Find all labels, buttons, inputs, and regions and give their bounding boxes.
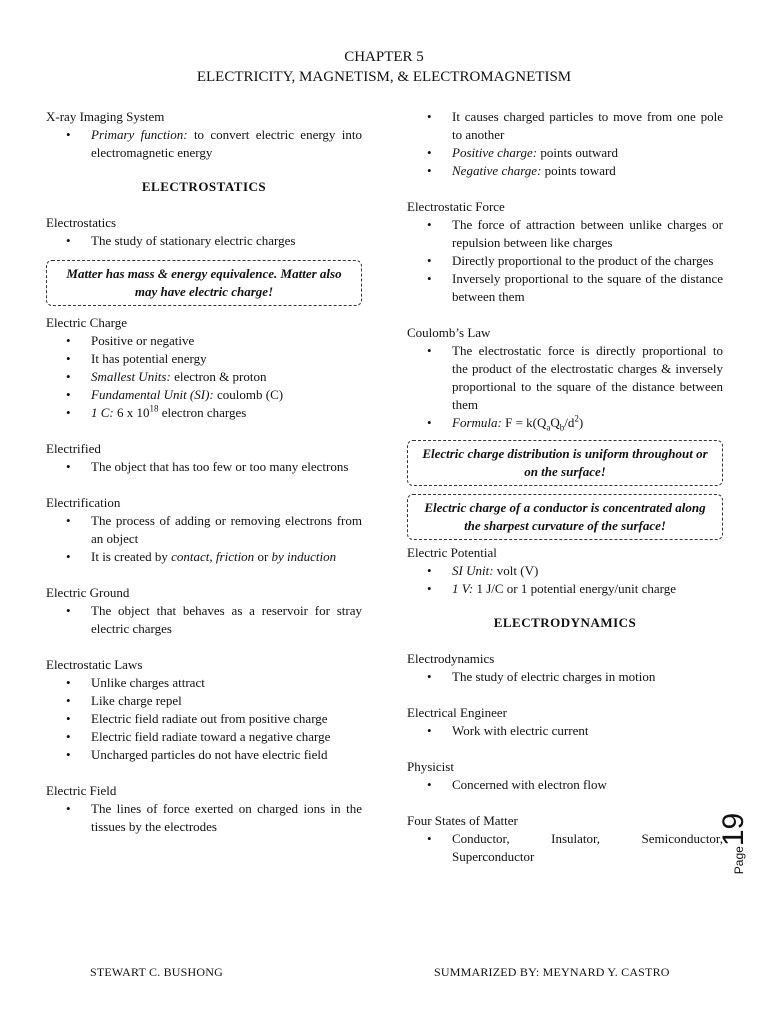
states-list: [407, 830, 723, 866]
electrified-heading: Electrified: [46, 441, 101, 456]
list-item: [407, 162, 723, 180]
list-item: • The lines of force exerted on charged ions in the tissues by the electrodes: [46, 800, 362, 836]
item-text: /d: [564, 415, 575, 430]
list-item: [46, 368, 362, 386]
item-label: Positive charge:: [452, 145, 538, 160]
list-item: • The object that has too few or too many electrons: [46, 458, 362, 476]
coulomb-list: [407, 342, 723, 432]
item-text: ,: [209, 549, 216, 564]
list-item: [407, 580, 723, 598]
laws-heading: Electrostatic Laws: [46, 657, 143, 672]
item-text: or: [254, 549, 272, 564]
chapter-title: ELECTRICITY, MAGNETISM, & ELECTROMAGNETISM: [196, 69, 572, 85]
list-item: [46, 548, 362, 566]
electrified-list: [46, 458, 362, 476]
item-label: Fundamental Unit (SI):: [91, 387, 214, 402]
item-text: coulomb (C): [213, 387, 284, 402]
list-item: • Conductor, Insulator, Semiconductor, Superconductor: [407, 830, 723, 866]
list-item: • Inversely proportional to the square of the distance between them: [407, 270, 723, 306]
list-item: • Like charge repel: [46, 692, 362, 710]
item-label: 1 C:: [91, 405, 114, 420]
page-number-rotated: [717, 812, 751, 875]
item-text: 6 x 10: [113, 405, 150, 420]
list-item: [46, 126, 362, 162]
list-item: • Positive or negative: [46, 332, 362, 350]
page-digits: 19: [717, 812, 751, 847]
item-text: It is created by: [91, 549, 172, 564]
item-label: SI Unit:: [452, 563, 494, 578]
states-heading: Four States of Matter: [407, 813, 518, 828]
ground-list: [46, 602, 362, 638]
list-item: • Directly proportional to the product of the charges: [407, 252, 723, 270]
electrodynamics-list: [407, 668, 723, 686]
physicist-heading: Physicist: [407, 759, 454, 774]
item-label: 1 V:: [452, 581, 474, 596]
electrostatics-list: [46, 232, 362, 250]
uniform-callout-box: Electric charge distribution is uniform throughout or on the surface!: [407, 440, 723, 486]
list-item: [407, 414, 723, 432]
right-column: [407, 108, 723, 884]
list-item: • The study of stationary electric charges: [46, 232, 362, 250]
field-list: [46, 800, 362, 836]
laws-list: [46, 674, 362, 764]
list-item: • It has potential energy: [46, 350, 362, 368]
item-text: volt (V): [493, 563, 539, 578]
item-text: Q: [550, 415, 560, 430]
field-continued-list: [407, 108, 723, 180]
list-item: • Work with electric current: [407, 722, 723, 740]
item-label: Negative charge:: [452, 163, 542, 178]
list-item: • Unlike charges attract: [46, 674, 362, 692]
exponent: 2: [574, 413, 579, 424]
page-word: Page: [732, 846, 747, 875]
item-em: by induction: [271, 549, 337, 564]
charge-heading: Electric Charge: [46, 315, 127, 330]
item-text: F = k(Q: [501, 415, 547, 430]
force-list: [407, 216, 723, 306]
item-label: Smallest Units:: [91, 369, 171, 384]
list-item: [46, 404, 362, 422]
subscript: a: [546, 422, 551, 433]
item-text: ): [578, 415, 584, 430]
footer-author: STEWART C. BUSHONG: [90, 965, 224, 979]
coulomb-heading: Coulomb’s Law: [407, 325, 491, 340]
conductor-callout-box: Electric charge of a conductor is concentrated along the sharpest curvature of the surface!: [407, 494, 723, 540]
item-em: contact: [171, 549, 210, 564]
xray-list: [46, 126, 362, 162]
section-title-electrodynamics: ELECTRODYNAMICS: [493, 615, 637, 630]
list-item: • Concerned with electron flow: [407, 776, 723, 794]
list-item: [407, 144, 723, 162]
ground-heading: Electric Ground: [46, 585, 130, 600]
electrification-list: [46, 512, 362, 566]
list-item: • The process of adding or removing electrons from an object: [46, 512, 362, 548]
xray-heading: X-ray Imaging System: [46, 109, 165, 124]
item-text: points outward: [537, 145, 618, 160]
page-number: [716, 812, 768, 892]
electrodynamics-heading: Electrodynamics: [407, 651, 495, 666]
matter-callout-box: Matter has mass & energy equivalence. Matter also may have electric charge!: [46, 260, 362, 306]
footer-summarized-by: SUMMARIZED BY: MEYNARD Y. CASTRO: [434, 965, 670, 979]
exponent: 18: [149, 403, 159, 414]
list-item: [407, 562, 723, 580]
electrification-heading: Electrification: [46, 495, 121, 510]
list-item: • It causes charged particles to move from one pole to another: [407, 108, 723, 144]
list-item: • The force of attraction between unlike charges or repulsion between like charges: [407, 216, 723, 252]
charge-list: [46, 332, 362, 422]
item-label: Formula:: [452, 415, 502, 430]
item-text: points toward: [541, 163, 616, 178]
list-item: • Uncharged particles do not have electric field: [46, 746, 362, 764]
item-text: 1 J/C or 1 potential energy/unit charge: [473, 581, 676, 596]
potential-heading: Electric Potential: [407, 545, 497, 560]
list-item: [46, 386, 362, 404]
engineer-list: [407, 722, 723, 740]
item-text: to convert electric energy into electromagnetic energy: [91, 127, 362, 160]
physicist-list: [407, 776, 723, 794]
electrostatics-heading: Electrostatics: [46, 215, 117, 230]
list-item: • The study of electric charges in motion: [407, 668, 723, 686]
list-item: • Electric field radiate out from positive charge: [46, 710, 362, 728]
subscript: b: [559, 422, 565, 433]
engineer-heading: Electrical Engineer: [407, 705, 507, 720]
list-item: • The electrostatic force is directly proportional to the product of the electrostatic charges & inversely proportional to the square of the distance between them: [407, 342, 723, 414]
item-em: friction: [215, 549, 255, 564]
force-heading: Electrostatic Force: [407, 199, 505, 214]
list-item: • Electric field radiate toward a negative charge: [46, 728, 362, 746]
item-text: electron charges: [158, 405, 247, 420]
potential-list: [407, 562, 723, 598]
item-text: electron & proton: [170, 369, 267, 384]
chapter-label: CHAPTER 5: [344, 49, 424, 65]
left-column: [46, 108, 362, 854]
item-label: Primary function:: [91, 127, 188, 142]
field-heading: Electric Field: [46, 783, 117, 798]
section-title-electrostatics: ELECTROSTATICS: [141, 179, 267, 194]
list-item: • The object that behaves as a reservoir for stray electric charges: [46, 602, 362, 638]
